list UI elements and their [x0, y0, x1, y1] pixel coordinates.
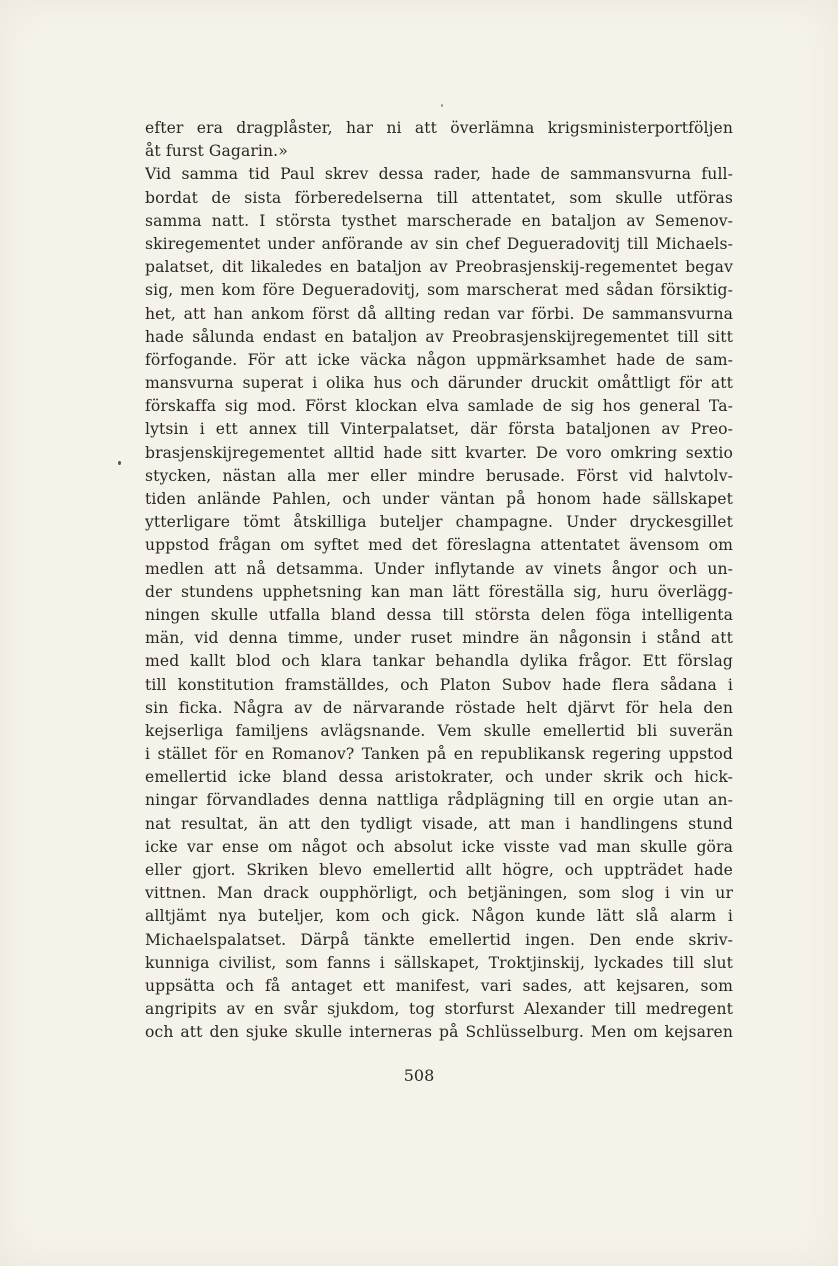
text-line: åt furst Gagarin.» — [145, 142, 288, 161]
text-line: brasjenskijregementet alltid hade sitt kvarter. De voro omkring sextio — [145, 443, 733, 462]
text-line: Michaelspalatset. Därpå tänkte emellertid ingen. Den ende skriv- — [145, 930, 733, 949]
body-text — [145, 117, 733, 1045]
ink-speck — [118, 461, 121, 465]
text-line: vittnen. Man drack oupphörligt, och betjäningen, som slog i vin ur — [145, 884, 733, 903]
text-line: efter era dragplåster, har ni att överlämna krigsministerportföljen — [145, 119, 733, 137]
text-line: män, vid denna timme, under ruset mindre än någonsin i stånd att — [145, 629, 733, 648]
text-line: i stället för en Romanov? Tanken på en republikansk regering uppstod — [145, 745, 733, 764]
text-line: angripits av en svår sjukdom, tog storfurst Alexander till medregent — [145, 1000, 733, 1019]
text-line: icke var ense om något och absolut icke visste vad man skulle göra — [145, 837, 733, 856]
text-line: kejserliga familjens avlägsnande. Vem skulle emellertid bli suverän — [145, 721, 733, 740]
text-line: uppsätta och få antaget ett manifest, vari sades, att kejsaren, som — [145, 976, 733, 995]
text-line: lytsin i ett annex till Vinterpalatset, där första bataljonen av Preo- — [145, 420, 733, 439]
text-line: till konstitution framställdes, och Platon Subov hade flera sådana i — [145, 675, 733, 694]
text-line: med kallt blod och klara tankar behandla dylika frågor. Ett förslag — [145, 652, 733, 671]
page-number: 508 — [403, 1066, 435, 1085]
text-line: emellertid icke bland dessa aristokrater, och under skrik och hick- — [145, 768, 733, 787]
text-line: uppstod frågan om syftet med det föreslagna attentatet ävensom om — [145, 536, 733, 555]
text-line: ningar förvandlades denna nattliga rådplägning till en orgie utan an- — [145, 791, 733, 810]
text-line: förskaffa sig mod. Först klockan elva samlade de sig hos general Ta- — [145, 397, 733, 416]
text-line: hade sålunda endast en bataljon av Preobrasjenskijregementet till sitt — [145, 327, 733, 346]
text-line: tiden anlände Pahlen, och under väntan på honom hade sällskapet — [145, 490, 733, 508]
text-line: eller gjort. Skriken blevo emellertid allt högre, och uppträdet hade — [145, 861, 733, 879]
text-line: mansvurna superat i olika hus och därunder druckit omåttligt för att — [145, 374, 733, 393]
text-line: ningen skulle utfalla bland dessa till största delen föga intelligenta — [145, 605, 733, 624]
text-line: der stundens upphetsning kan man lätt föreställa sig, huru överlägg- — [145, 582, 733, 601]
text-line: het, att han ankom först då allting redan var förbi. De sammansvurna — [145, 304, 733, 323]
text-line: stycken, nästan alla mer eller mindre berusade. Först vid halvtolv- — [145, 466, 733, 485]
text-line: kunniga civilist, som fanns i sällskapet, Troktjinskij, lyckades till slut — [145, 953, 733, 972]
text-line: och att den sjuke skulle interneras på Schlüsselburg. Men om kejsaren — [145, 1023, 733, 1042]
text-line: ytterligare tömt åtskilliga buteljer champagne. Under dryckesgillet — [145, 513, 733, 532]
text-line: alltjämt nya buteljer, kom och gick. Någon kunde lätt slå alarm i — [145, 907, 733, 926]
text-line: medlen att nå detsamma. Under inflytande av vinets ångor och un- — [145, 559, 733, 578]
text-line: samma natt. I största tysthet marscherade en bataljon av Semenov- — [145, 211, 733, 230]
text-line: Vid samma tid Paul skrev dessa rader, hade de sammansvurna full- — [145, 165, 733, 184]
ink-speck — [441, 104, 443, 107]
text-line: sig, men kom före Degueradovitj, som marscherat med sådan försiktig- — [145, 281, 733, 300]
text-line: nat resultat, än att den tydligt visade, att man i handlingens stund — [145, 814, 733, 833]
text-line: bordat de sista förberedelserna till attentatet, som skulle utföras — [145, 188, 733, 207]
text-line: förfogande. För att icke väcka någon uppmärksamhet hade de sam- — [145, 350, 733, 369]
text-line: palatset, dit likaledes en bataljon av Preobrasjenskij-regementet begav — [145, 258, 733, 277]
text-line: skiregementet under anförande av sin chef Degueradovitj till Michaels- — [145, 234, 733, 253]
text-line: sin ficka. Några av de närvarande röstade helt djärvt för hela den — [145, 698, 733, 717]
